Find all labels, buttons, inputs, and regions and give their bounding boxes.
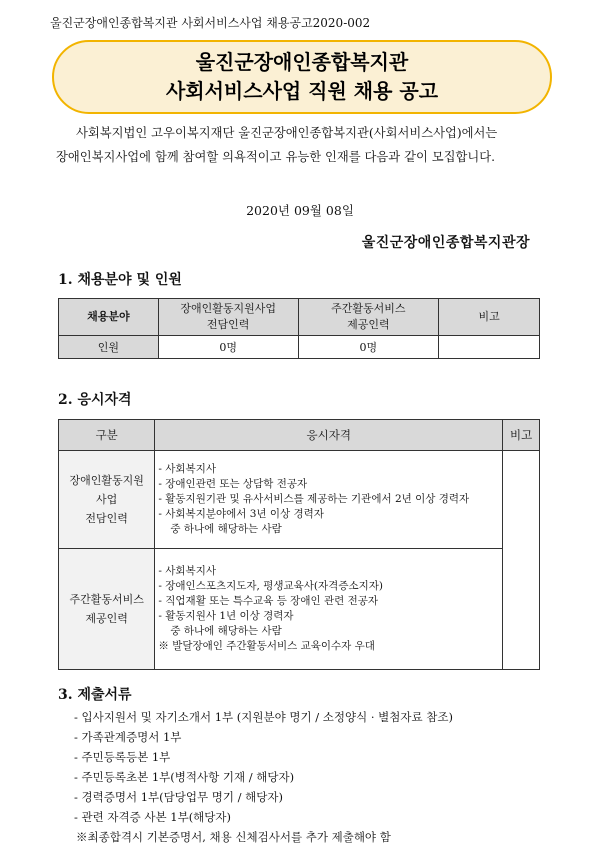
- list-item: - 경력증명서 1부(담당업무 명기 / 해당자): [74, 790, 283, 804]
- header-col1-line2: 전담인력: [206, 318, 250, 331]
- header-remarks: 비고: [503, 420, 540, 451]
- qualification-item: - 사회복지분야에서 3년 이상 경력자: [158, 508, 324, 520]
- header-qualification: 응시자격: [155, 420, 503, 451]
- section2-heading: 2. 응시자격: [58, 392, 132, 408]
- qualification-item: 중 하나에 해당하는 사람: [170, 625, 282, 637]
- list-item: - 주민등록초본 1부(병적사항 기재 / 해당자): [74, 770, 295, 784]
- qualification-table: [58, 419, 540, 670]
- row-label: 인원: [59, 336, 159, 359]
- table-row: [59, 336, 540, 359]
- category-line: 사업: [96, 493, 118, 506]
- intro-paragraph: [56, 121, 556, 169]
- recruitment-table: [58, 298, 540, 359]
- header-col1: [158, 299, 298, 336]
- title-line-1: 울진군장애인종합복지관: [195, 50, 409, 74]
- qualification-item: - 활동지원사 1년 이상 경력자: [158, 610, 294, 622]
- documents-list: [74, 707, 453, 847]
- document-header: 울진군장애인종합복지관 사회서비스사업 채용공고2020-002: [50, 16, 371, 30]
- section3-heading: 3. 제출서류: [58, 687, 132, 703]
- qualification-item: - 사회복지사: [158, 463, 216, 475]
- announcement-date: 2020년 09월 08일: [246, 203, 354, 218]
- remarks-cell: [503, 451, 540, 670]
- qualification-item: - 직업재활 또는 특수교육 등 장애인 관련 전공자: [158, 595, 379, 607]
- category-cell: [59, 451, 155, 549]
- row-col2: 0명: [298, 336, 439, 359]
- section1-heading: 1. 채용분야 및 인원: [58, 272, 182, 288]
- row-col1: 0명: [158, 336, 298, 359]
- documents-note: ※최종합격시 기본증명서, 채용 신체검사서를 추가 제출해야 함: [76, 830, 391, 844]
- title-line-2: 사회서비스사업 직원 채용 공고: [165, 79, 439, 103]
- header-col1-line1: 장애인활동지원사업: [180, 302, 276, 315]
- header-col3: 비고: [439, 299, 540, 336]
- qualification-item: - 활동지원기관 및 유사서비스를 제공하는 기관에서 2년 이상 경력자: [158, 493, 470, 505]
- header-col2: [298, 299, 439, 336]
- header-col2-line2: 제공인력: [347, 318, 390, 331]
- category-line: 주간활동서비스: [69, 593, 144, 606]
- qualification-note: ※ 발달장애인 주간활동서비스 교육이수자 우대: [158, 640, 375, 652]
- table-row: [59, 549, 540, 670]
- header-field-label: 채용분야: [59, 299, 159, 336]
- qualification-item: 중 하나에 해당하는 사람: [170, 523, 282, 535]
- category-line: 제공인력: [85, 612, 128, 625]
- category-line: 전담인력: [85, 512, 128, 525]
- header-col2-line1: 주간활동서비스: [331, 302, 406, 315]
- list-item: - 주민등록등본 1부: [74, 750, 171, 764]
- qualification-cell: [155, 549, 503, 670]
- intro-line-1: 사회복지법인 고우이복지재단 울진군장애인종합복지관(사회서비스사업)에서는: [76, 126, 498, 140]
- row-col3: [439, 336, 540, 359]
- table-row: [59, 451, 540, 549]
- category-line: 장애인활동지원: [69, 474, 144, 487]
- qualification-item: - 사회복지사: [158, 565, 216, 577]
- header-category: 구분: [59, 420, 155, 451]
- category-cell: [59, 549, 155, 670]
- qualification-cell: [155, 451, 503, 549]
- list-item: - 관련 자격증 사본 1부(해당자): [74, 810, 231, 824]
- title-banner: [52, 40, 552, 114]
- qualification-item: - 장애인관련 또는 상담학 전공자: [158, 478, 308, 490]
- list-item: - 입사지원서 및 자기소개서 1부 (지원분야 명기 / 소정양식 · 별첨자료 참조): [74, 710, 453, 724]
- org-signature: 울진군장애인종합복지관장: [361, 235, 530, 251]
- intro-line-2: 장애인복지사업에 함께 참여할 의욕적이고 유능한 인재를 다음과 같이 모집합니다.: [56, 150, 496, 164]
- list-item: - 가족관계증명서 1부: [74, 730, 182, 744]
- table-header-row: [59, 420, 540, 451]
- qualification-item: - 장애인스포츠지도자, 평생교육사(자격증소지자): [158, 580, 383, 592]
- table-header-row: [59, 299, 540, 336]
